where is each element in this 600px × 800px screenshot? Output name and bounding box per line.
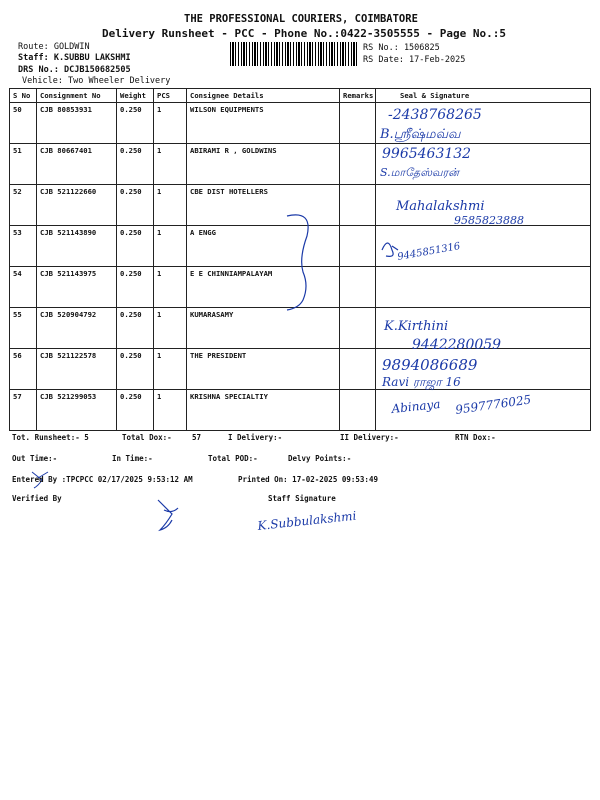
- row-pcs: 1: [154, 185, 187, 226]
- row-sno: 51: [10, 144, 37, 185]
- row-pcs: 1: [154, 349, 187, 390]
- delvy-points: Delvy Points:-: [288, 454, 352, 463]
- row-weight: 0.250: [117, 144, 154, 185]
- handwritten-phone-51: 9965463132: [382, 146, 472, 162]
- handwritten-name-51: S.மாதேஸ்வரன்: [380, 166, 459, 179]
- ii-delivery: II Delivery:-: [340, 433, 399, 442]
- handwritten-name-55: K.Kirthini: [384, 319, 449, 334]
- row-consignee: THE PRESIDENT: [187, 349, 340, 390]
- row-pcs: 1: [154, 390, 187, 431]
- staff-handwritten-signature: K.Subbulakshmi: [256, 508, 357, 533]
- entered-by: Entered By :TPCPCC 02/17/2025 9:53:12 AM: [12, 475, 193, 484]
- row-weight: 0.250: [117, 185, 154, 226]
- row-consignment: CJB 80853931: [37, 103, 117, 144]
- row-weight: 0.250: [117, 349, 154, 390]
- row-consignee: E E CHINNIAMPALAYAM: [187, 267, 340, 308]
- row-consignee: CBE DIST HOTELLERS: [187, 185, 340, 226]
- row-pcs: 1: [154, 226, 187, 267]
- handwritten-phone-56: 9894086689: [382, 356, 478, 374]
- initials-mark-53: [382, 243, 398, 256]
- row-consignee: ABIRAMI R , GOLDWINS: [187, 144, 340, 185]
- rs-number: RS No.: 1506825: [363, 43, 440, 53]
- col-weight: Weight: [117, 89, 154, 103]
- company-title: THE PROFESSIONAL COURIERS, COIMBATORE: [184, 13, 418, 25]
- total-dox-label: Total Dox:-: [122, 433, 172, 442]
- row-consignee: WILSON EQUIPMENTS: [187, 103, 340, 144]
- in-time: In Time:-: [112, 454, 153, 463]
- handwritten-phone-52: 9585823888: [454, 214, 524, 227]
- staff-label: Staff: K.SUBBU LAKSHMI: [18, 53, 131, 63]
- row-consignee: KUMARASAMY: [187, 308, 340, 349]
- row-pcs: 1: [154, 144, 187, 185]
- handwritten-phone-55: 9442280059: [412, 337, 502, 353]
- row-consignment: CJB 521122660: [37, 185, 117, 226]
- row-sno: 54: [10, 267, 37, 308]
- col-remarks: Remarks: [340, 89, 376, 103]
- col-consignment: Consignment No: [37, 89, 117, 103]
- route-label: Route: GOLDWIN: [18, 42, 90, 52]
- rs-date: RS Date: 17-Feb-2025: [363, 55, 466, 65]
- row-weight: 0.250: [117, 267, 154, 308]
- printed-on: Printed On: 17-02-2025 09:53:49: [238, 475, 378, 484]
- total-dox-value: 57: [192, 433, 202, 442]
- row-consignment: CJB 521143890: [37, 226, 117, 267]
- row-weight: 0.250: [117, 308, 154, 349]
- total-pod: Total POD:-: [208, 454, 258, 463]
- handwritten-name-50: B.ஸ்ரீஷ்மவ்வ: [380, 127, 461, 142]
- row-weight: 0.250: [117, 390, 154, 431]
- row-consignment: CJB 80667401: [37, 144, 117, 185]
- col-pcs: PCS: [154, 89, 187, 103]
- row-sno: 53: [10, 226, 37, 267]
- row-weight: 0.250: [117, 103, 154, 144]
- row-sno: 57: [10, 390, 37, 431]
- row-pcs: 1: [154, 308, 187, 349]
- verifier-signature-mark: [158, 500, 178, 530]
- row-sno: 52: [10, 185, 37, 226]
- row-sno: 56: [10, 349, 37, 390]
- row-pcs: 1: [154, 103, 187, 144]
- row-consignee: KRISHNA SPECIALTIY: [187, 390, 340, 431]
- i-delivery: I Delivery:-: [228, 433, 283, 442]
- handwritten-phone-57: 9597776025: [454, 392, 533, 417]
- tot-runsheet: Tot. Runsheet:- 5: [12, 433, 89, 442]
- row-consignment: CJB 521299053: [37, 390, 117, 431]
- rtn-dox: RTN Dox:-: [455, 433, 496, 442]
- row-weight: 0.250: [117, 226, 154, 267]
- handwritten-name-56: Ravi ராஜா 16: [382, 375, 461, 389]
- row-consignment: CJB 521122578: [37, 349, 117, 390]
- staff-signature-label: Staff Signature: [268, 494, 336, 503]
- row-consignment: CJB 521143975: [37, 267, 117, 308]
- out-time: Out Time:-: [12, 454, 58, 463]
- col-seal-signature: Seal & Signature: [376, 89, 591, 103]
- drs-number: DRS No.: DCJB150682505: [18, 65, 131, 75]
- row-sno: 55: [10, 308, 37, 349]
- bracket-mark: [287, 215, 308, 310]
- handwritten-phone-50: -2438768265: [388, 107, 482, 123]
- handwritten-name-57: Abinaya: [390, 396, 442, 416]
- verified-by: Verified By: [12, 494, 62, 503]
- handwritten-name-52: Mahalakshmi: [396, 199, 485, 214]
- row-sno: 50: [10, 103, 37, 144]
- row-consignment: CJB 520904792: [37, 308, 117, 349]
- runsheet-subtitle: Delivery Runsheet - PCC - Phone No.:0422-3505555 - Page No.:5: [102, 27, 506, 40]
- row-pcs: 1: [154, 267, 187, 308]
- col-consignee: Consignee Details: [187, 89, 340, 103]
- handwritten-phone-53: 9445851316: [396, 241, 462, 263]
- row-consignee: A ENGG: [187, 226, 340, 267]
- vehicle-label: Vehicle: Two Wheeler Delivery: [22, 76, 171, 86]
- col-sno: S No: [10, 89, 37, 103]
